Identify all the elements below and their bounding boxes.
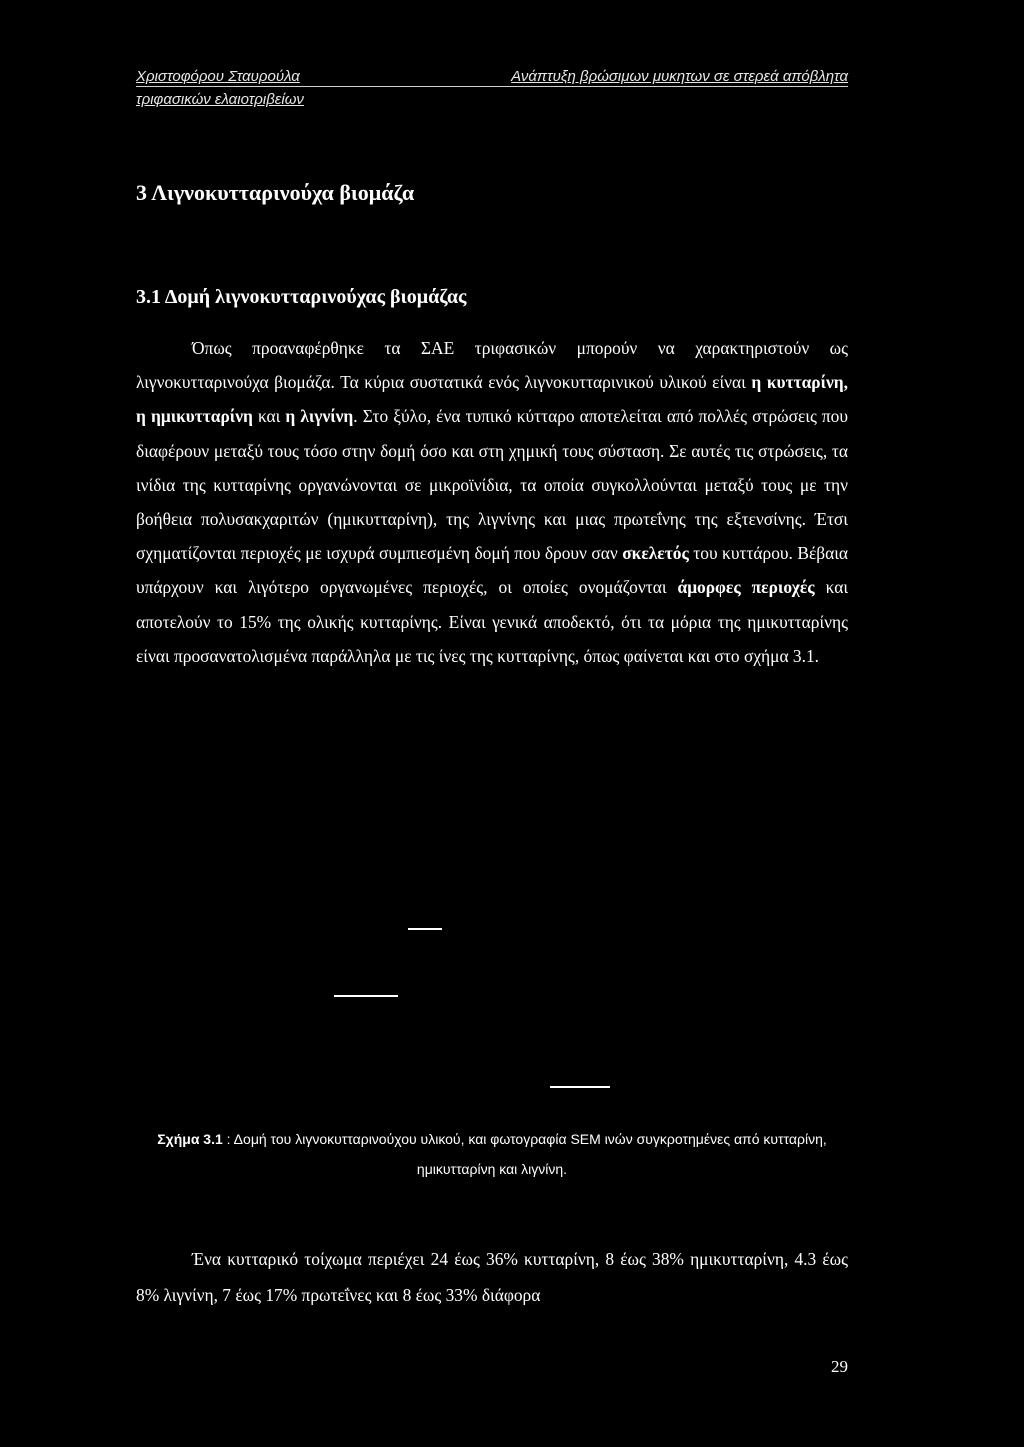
section-title: 3.1 Δομή λιγνοκυτταρινούχας βιομάζας <box>136 286 467 308</box>
text-run: και αποτελούν το 15% της ολικής κυτταρίνης. Είναι γενικά αποδεκτό, ότι τα μόρια της ημικυτταρίνης είναι προσανατολισμένα παράλληλα με τις ίνες της κυτταρίνης, όπως φαίνεται και στο σχήμα 3.1. <box>136 577 848 666</box>
caption-label: Σχήμα 3.1 <box>157 1131 223 1147</box>
figure-3-1 <box>136 880 848 1110</box>
text-run: του κυττάρου. Βέβαια υπάρχουν και λιγότερο οργανωμένες περιοχές, οι οποίες ονομάζονται <box>136 543 848 598</box>
header-author-line2: τριφασικών ελαιοτριβείων <box>136 91 304 108</box>
header-author <box>136 65 396 111</box>
text-run: και <box>252 406 286 427</box>
text-run: Όπως προαναφέρθηκε τα ΣΑΕ τριφασικών μπορούν να χαρακτηριστούν ως λιγνοκυτταρινούχα βιομάζα. Τα κύρια συστατικά ενός λιγνοκυτταρινικού υλικού είναι <box>136 338 848 393</box>
figure-fragment <box>334 995 398 997</box>
bold-term: η λιγνίνη <box>285 406 354 427</box>
bold-term: άμορφες περιοχές <box>677 577 815 598</box>
chapter-title: 3 Λιγνοκυτταρινούχα βιομάζα <box>136 180 415 205</box>
caption-text: : Δομή του λιγνοκυτταρινούχου υλικού, και φωτογραφία SEM ινών συγκροτημένες από κυτταρίνη, ημικυτταρίνη και λιγνίνη. <box>222 1131 827 1177</box>
bold-term: σκελετός <box>622 543 689 564</box>
header-author-line1: Χριστοφόρου Σταυρούλα <box>136 68 300 85</box>
header-rule <box>136 86 848 87</box>
header-title: Ανάπτυξη βρώσιμων μυκητων σε στερεά απόβλητα <box>511 68 848 85</box>
body-paragraph-1 <box>136 331 848 673</box>
figure-fragment <box>408 928 442 930</box>
figure-fragment <box>550 1086 610 1088</box>
page-number: 29 <box>831 1357 848 1376</box>
text-run: . Στο ξύλο, ένα τυπικό κύτταρο αποτελείται από πολλές στρώσεις που διαφέρουν μεταξύ τους τόσο στην δομή όσο και στη χημική τους σύσταση. Σε αυτές τις στρώσεις, τα ινίδια της κυτταρίνης οργανώνονται σε μικροϊνίδια, τα οποία συγκολλούνται μεταξύ τους με την βοήθεια πολυσακχαριτών (ημικυτταρίνη), της λιγνίνης και μιας πρωτεΐνης της εξτενσίνης. Έτσι σχηματίζονται περιοχές με ισχυρά συμπιεσμένη δομή που δρουν σαν <box>136 406 848 564</box>
body-paragraph-2: Ένα κυτταρικό τοίχωμα περιέχει 24 έως 36% κυτταρίνη, 8 έως 38% ημικυτταρίνη, 4.3 έως 8% λιγνίνη, 7 έως 17% πρωτεΐνες και 8 έως 33% διάφορα <box>136 1249 848 1305</box>
figure-caption <box>136 1124 848 1184</box>
bold-term: η κυτταρίνη, η ημικυτταρίνη <box>136 372 848 427</box>
